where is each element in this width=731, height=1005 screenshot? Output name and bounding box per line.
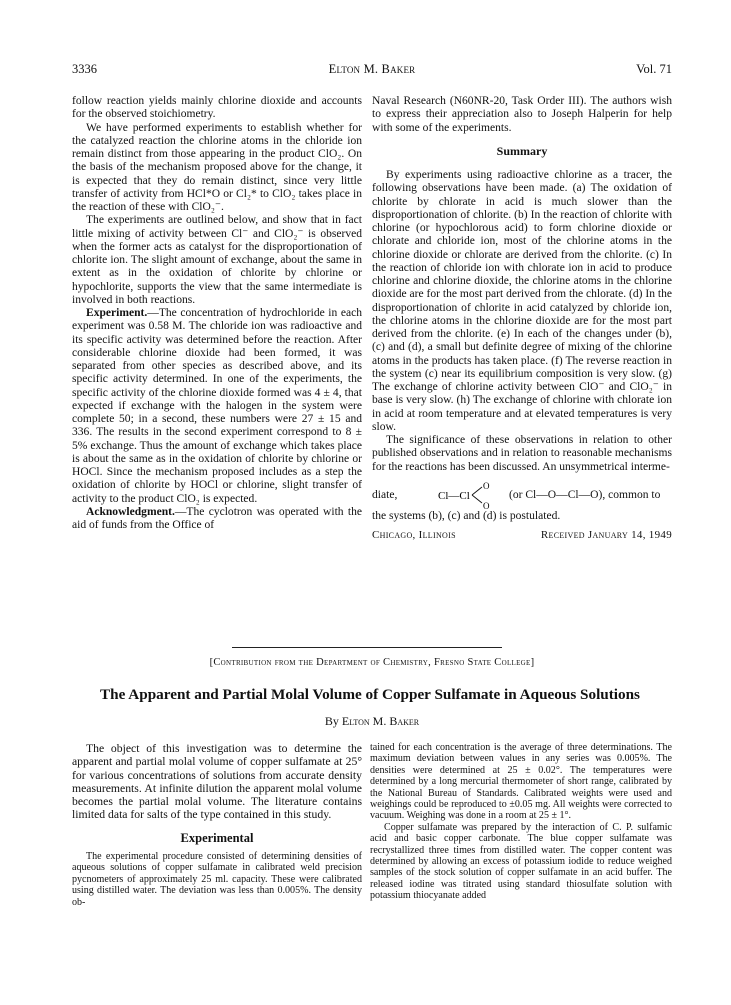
acknowledgment-text: —The cyclotron was operated with the aid of funds from the Office of [72,505,362,531]
paragraph: Naval Research (N60NR-20, Task Order III). The authors wish to express their appreciation also to Joseph Halperin for help with some of the experiments. [372,95,672,134]
article-divider [232,647,502,648]
paragraph: tained for each concentration is the average of three determinations. The maximum deviation between values in any series was 0.005%. The densities were determined at 25 ± 0.02°. The temperatures were determined by a long mercurial thermometer of short range, calibrated by the National Bureau of Standards. Calibrated weights were used and weighings could be reproduced to ±0.05 mg. All weights were corrected to vacuum. Weighing was done in a room at 25 ± 1°. [370,742,672,822]
formula-continuation: the systems (b), (c) and (d) is postulated. [372,509,561,522]
summary-heading: Summary [496,143,548,158]
byline-by: By [324,714,339,728]
summary-paragraph: The significance of these observations in relation to other published observations and in relation to reasonable mechanisms for the reactions has been discussed. An unsymmetrical interme- [372,434,672,473]
paragraph: We have performed experiments to establish whether for the catalyzed reaction the chlorine atoms in the chloride ion remain distinct from those appearing in the product ClO₂. On the basis of the mechanism proposed above for the change, it is expected that they do remain distinct, since very little transfer of activity from HCl*O or Cl₂* to ClO₂ takes place in the reaction of these with ClO₂⁻. [72,121,362,213]
structural-formula [438,480,508,510]
paragraph: Copper sulfamate was prepared by the interaction of C. P. sulfamic acid and basic copper carbonate. The blue copper sulfamate was recrystallized three times from distilled water. The copper content was determined by allowing an excess of potassium iodide to reduce weighed samples of the stock solution of copper sulfamate in an acid buffer. The released iodine was titrated using standard thiosulfate solution with potassium thiocyanate added [370,821,672,902]
formula-prefix: diate, [372,488,398,501]
left-column [72,95,362,532]
contribution-line: [Contribution from the Department of Chemistry, Fresno State College] [209,657,535,668]
received-date: Received January 14, 1949 [540,529,672,541]
experimental-heading: Experimental [180,830,254,845]
right-column [372,95,672,543]
paragraph: The experiments are outlined below, and show that in fact little mixing of activity between Cl⁻ and ClO₂⁻ is observed when the former acts as catalyst for the disproportionation of chlorite ion. The slight amount of exchange, about the same in extent as in the oxidation of chlorite by chlorine or hypochlorite, supports the view that the same intermediate is involved in both reactions. [72,214,362,306]
dateline [372,529,672,543]
article-right-column [370,742,672,902]
volume-label: Vol. 71 [636,62,672,76]
experimental-paragraph: The experimental procedure consisted of determining densities of aqueous solutions of copper sulfamate in calibrated weld precision pycnometers of approximately 25 ml. capacity. These were calibrated using distilled water. The deviation was less than 0.005%. The density ob- [72,851,362,908]
article-left-column [72,742,362,908]
byline [72,714,672,729]
article-title: The Apparent and Partial Molal Volume of Copper Sulfamate in Aqueous Solutions [100,686,640,703]
acknowledgment-runin-heading: Acknowledgment. [86,505,175,518]
place-label: Chicago, Illinois [372,529,456,541]
formula-oxygen-top: O [483,480,490,491]
intro-paragraph: The object of this investigation was to determine the apparent and partial molal volume of copper sulfamate at 25° for various concentrations of solutions from accurate density measurements. At infinite dilution the apparent molal volume becomes the partial molal volume. The literature contains limited data for salts of the type contained in this study. [72,742,362,822]
acknowledgment-paragraph [72,506,362,533]
page-number: 3336 [72,62,97,76]
bond-lower [472,495,482,503]
page-header [72,62,672,78]
summary-paragraph: By experiments using radioactive chlorine as a tracer, the following observations have been made. (a) The oxidation of chlorite by chlorate in acid is much slower than the disproportionation of chlorite. (b) In the reaction of chlorite with chlorine (or hypochlorous acid) to form chlorine dioxide or chlorate and chloride ion, most of the chlorine atoms in the chlorine dioxide or chlorate are derived from the chlorite. (c) In the reaction of chloride ion with chlorate ion in acid to produce chlorine and chlorine dioxide, the chlorine atoms in the chlorine dioxide are for the most part derived from the chlorate. (d) In the disproportionation of chlorite in acid catalyzed by chloride ion, the chlorine atoms in the chlorine dioxide are for the most part derived from the chlorite. (e) In each of the changes under (b), (c) and (d), a small but definite degree of mixing of the chlorine atoms in the products has taken place. (f) The reverse reaction in the system (c) near its equilibrium composition is very slow. (g) The exchange of chlorine activity between ClO⁻ and ClO₂⁻ in base is very slow. (h) The exchange of chlorine with chlorate ion in acid at room temperature and at elevated temperatures is very slow. [372,169,672,433]
experiment-text: —The concentration of hydrochloride in each experiment was 0.58 M. The chloride ion was radioactive and its specific activity was determined before the reaction. After considerable chlorine dioxide had been formed, it was separated from other species as described above, and its specific activity determined. In one of the experiments, the specific activity of the chlorine dioxide formed was 4 ± 4, that expected if exchange with the halogen in the system were complete 50; in a second, these numbers were 27 ± 15 and 336. The results in the second experiment correspond to 8 ± 5% exchange. Thus the amount of exchange which takes place is about the same as in the oxidation of chlorite by chlorine or HOCl. Since the mechanism proposed includes as a step the oxidation of chlorite by HOCl or chlorine, slight transfer of activity to the product ClO₂ is expected. [72,307,362,505]
experiment-paragraph [72,307,362,506]
experiment-runin-heading: Experiment. [86,307,148,319]
running-head: Elton M. Baker [328,62,416,76]
bond-upper [472,487,482,495]
author-name: Elton M. Baker [341,714,420,728]
formula-oxygen-bottom: O [483,500,490,510]
formula-cl-cl: Cl—Cl [438,489,470,502]
structural-formula-line [372,480,672,510]
paragraph: follow reaction yields mainly chlorine dioxide and accounts for the observed stoichiometry. [72,95,362,121]
formula-suffix: (or Cl—O—Cl—O), common to [509,488,661,501]
